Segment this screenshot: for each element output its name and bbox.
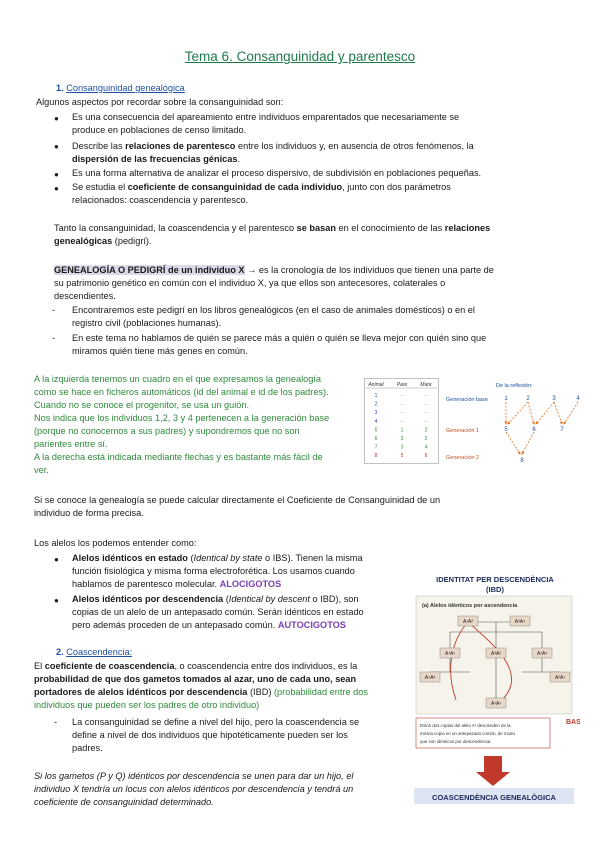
table-cell: - [401,410,403,417]
genotype: A²A¹ [555,675,565,681]
table-cell: 5 [400,453,404,460]
table-cell: 3 [400,436,404,442]
table-cell: - [401,418,403,425]
bullet-2: Describe las relaciones de parentesco entre los individuos y, en ausencia de otros fenómenos, la dispersión de las frecuencias génicas. [72,141,474,164]
node-7: 7 [560,427,564,433]
gametos-note: Si los gametos (P y Q) idénticos por descendencia se unen para dar un hijo, el individuo X tendría un locus con alelos idénticos por descendencia y tendrá un coeficiente de consanguinidad determinado. [34,771,354,807]
ibs-item: Alelos idénticos en estado (Identical by state o IBS). Tienen la misma función fisiológica y misma forma electroforética. Los usamos cuando hablamos de parentesco molecular. ALOCIGOTOS [72,553,363,589]
node-5: 5 [504,427,508,433]
figure-caption-line: misma copia en un antepasado común, de modo [420,731,515,736]
bullet-4: Se estudia el coeficiente de consanguinidad de cada individuo, junto con dos parámetros relacionados: coascendencia y parentesco. [72,182,451,205]
gen-label-1: Generación 1 [446,428,480,434]
diagram-title: De la reflexión: [496,383,533,389]
bullet-icon: ● [54,170,59,179]
table-cell: - [425,418,427,425]
table-cell: 2 [424,436,428,442]
genealogy-definition: GENEALOGÍA O PEDIGRÍ de un individuo X → es la cronología de los individuos que tienen una parte de su patrimonio genético en común con el individuo X, ya que ellos son antecesores, colaterales o descendientes. [54,265,494,301]
section-1-heading: 1. Consanguinidad genealógica [56,83,185,93]
table-cell: - [425,410,427,417]
alelos-intro: Los alelos los podemos entender como: [34,538,197,548]
node-6: 6 [532,427,536,433]
page-title: Tema 6. Consanguinidad y parentesco [184,49,416,64]
paragraph-bases: Tanto la consanguinidad, la coascendencia y el parentesco se basan en el conocimiento de las relaciones genealógicas (pedigrí). [54,223,491,246]
table-cell: - [425,401,427,408]
genotype: A¹A¹ [491,701,501,707]
alocigotos-tag: ALOCIGOTOS [219,579,282,589]
figure-subtitle: (IBD) [486,585,504,594]
pedigree-diagram [494,380,590,466]
table-cell: - [401,401,403,408]
coascendencia-definition: El coeficiente de coascendencia, o coascendencia entre dos individuos, es la probabilidad de que dos gametos tomados al azar, uno de cada uno, sean portadores de alelos idénticos por descendencia (IBD) (probabilidad entre dos individuos que pueden ser los padres de otro individuo) [34,661,368,710]
table-cell: 2 [424,427,428,434]
bullet-3: Es una forma alternativa de analizar el proceso dispersivo, de subdivisión en poblaciones pequeñas. [72,168,482,178]
bullet-1: Es una consecuencia del apareamiento entre individuos emparentados que necesariamente se produce en poblaciones de censo limitado. [72,112,460,135]
green-explanation: A la izquierda tenemos un cuadro en el que expresamos la genealogía como se hace en ficheros automáticos (id del animal e id de los padres). Cuando no se conoce el progenitor, se usa un guión. Nos indica que los individuos 1,2, 3 y 4 pertenecen a la generación base (porque no conocemos a sus padres) y supondremos que no son parientes entre sí. A la derecha está indicada mediante flechas y es bastante más fácil de ver. [34,374,330,475]
table-header: Mare [420,382,432,388]
figure-side-label: BAS [566,719,580,726]
dash-item-3: La consanguinidad se define a nivel del hijo, pero la coascendencia se define a nivel de dos individuos que hipotéticamente pueden ser los padres. [72,717,360,753]
table-cell: 3 [374,410,378,417]
dash-icon: - [54,717,58,727]
down-arrow-icon [476,756,510,786]
table-cell: 7 [374,444,378,451]
figure-caption-title: (a) Alelos idénticos por ascendencia [422,603,518,609]
figure-title: IDENTITAT PER DESCENDÈNCIA [436,575,554,584]
node-3: 3 [552,396,556,402]
table-cell: 5 [374,427,378,434]
table-cell: 1 [374,393,378,399]
ibd-item: Alelos idénticos por descendencia (Identical by descent o IBD), son copias de un alelo de un antepasado común. Serán idénticos en estado pero además proceden de un antepasado común. AUTOCIGOTOS [72,594,364,630]
bullet-icon: ● [54,142,59,151]
node-8: 8 [520,458,524,464]
table-cell: 4 [374,418,378,425]
dash-icon: - [52,333,56,343]
bullet-icon: ● [54,184,59,193]
bullet-icon: ● [54,596,59,605]
ibd-figure [410,572,580,812]
table-cell: 4 [424,444,428,451]
bullet-icon: ● [54,555,59,564]
section-2-link[interactable]: Coascendencia: [66,647,133,657]
pedigree-table [364,378,439,464]
table-cell: 2 [374,401,378,408]
table-cell: 1 [400,427,404,434]
autocigotos-tag: AUTOCIGOTOS [277,620,346,630]
genotype: A⁴A² [424,675,436,681]
table-cell: 8 [374,453,378,460]
figure-caption-line: que son idénticos por descendencia. [420,739,492,744]
genotype: A³A² [491,651,501,657]
dash-item-1: Encontraremos este pedigrí en los libros genealógicos (en el caso de animales domésticos) o en el registro civil (poblaciones humanas). [72,305,475,328]
gen-label-2: Generación 2 [446,455,480,461]
node-1: 1 [504,396,508,402]
node-2: 2 [526,396,530,402]
dash-icon: - [52,305,56,315]
table-cell: 6 [374,436,378,442]
bullet-icon: ● [54,114,59,123]
section-1-link[interactable]: Consanguinidad genealógica [66,83,185,93]
table-header: Pare [396,382,408,388]
genotype: A¹A² [463,619,473,625]
genotype: A¹A¹ [445,651,455,657]
section-2-heading: 2. Coascendencia: [56,647,133,657]
table-cell: 3 [400,444,404,451]
figure-bottom-title: COASCENDÈNCIA GENEALÒGICA [432,793,556,802]
dash-item-2: En este tema no hablamos de quién se parece más a quién o quién se lleva mejor con quién sino que miramos quién tiene más genes en común. [72,333,487,356]
gen-label-base: Generación base [446,397,488,403]
table-cell: - [401,393,403,399]
table-cell: 6 [424,453,428,460]
table-cell: - [425,393,427,399]
figure-caption-line: Estos dos copias del alelo A¹ descienden de la [420,723,511,728]
intro-text: Algunos aspectos por recordar sobre la consanguinidad son: [36,97,284,107]
table-header: Animal [368,382,384,388]
node-4: 4 [576,396,580,402]
paragraph-coefficient: Si se conoce la genealogía se puede calcular directamente el Coeficiente de Consanguinidad de un individuo de forma precisa. [34,495,441,518]
genotype: A¹A³ [537,651,547,657]
genotype: A³A⁴ [514,619,526,625]
